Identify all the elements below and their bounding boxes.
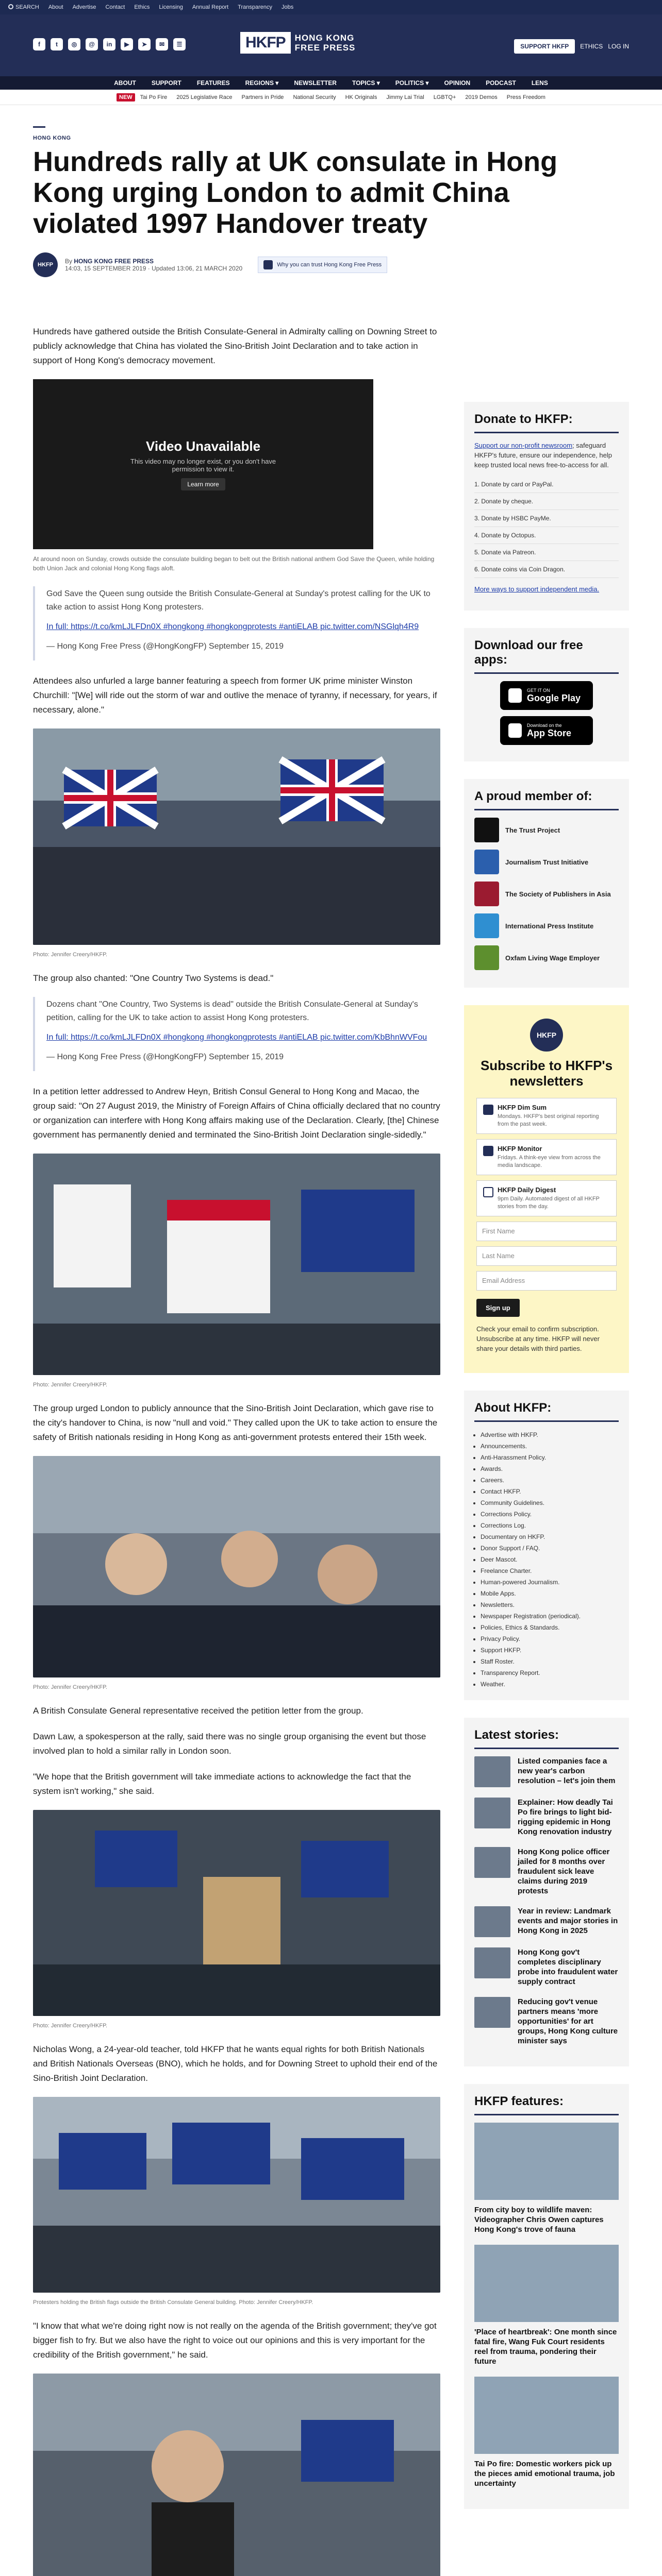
donate-option[interactable]: 6. Donate coins via Coin Dragon. (474, 561, 619, 578)
membership-widget (464, 779, 629, 988)
last-name-input[interactable]: Last Name (476, 1246, 617, 1266)
newsletter-title: Subscribe to HKFP's newsletters (480, 1058, 613, 1089)
youtube-icon[interactable]: ▶ (121, 38, 133, 50)
story-item[interactable]: Explainer: How deadly Tai Po fire brings to light bid-rigging epidemic in Hong Kong renovation industry (474, 1798, 619, 1837)
nav-item[interactable]: SUPPORT (151, 79, 181, 87)
sopa-icon (474, 882, 499, 906)
nav-item[interactable]: NEWSLETTER (294, 79, 337, 87)
search-link[interactable]: SEARCH (8, 4, 39, 10)
widget-title: A proud member of: (474, 789, 619, 810)
topbar-link[interactable]: Jobs (282, 4, 294, 10)
topbar-link[interactable]: Advertise (72, 4, 96, 10)
protest-photo (33, 728, 440, 945)
feature-item[interactable]: 'Place of heartbreak': One month since fatal fire, Wang Fuk Court residents reel from trauma, pondering their future (474, 2245, 619, 2366)
divider (33, 126, 45, 128)
trust-link[interactable]: Why you can trust Hong Kong Free Press (258, 257, 387, 273)
story-thumbnail (474, 1756, 510, 1787)
login-link[interactable]: LOG IN (608, 43, 629, 50)
trending-nav (0, 90, 662, 105)
nav-item[interactable]: POLITICS ▾ (395, 79, 429, 87)
article-body (33, 325, 440, 2576)
trust-project-icon (474, 818, 499, 842)
linkedin-icon[interactable]: in (103, 38, 115, 50)
widget-title: Download our free apps: (474, 638, 619, 674)
widget-title: Latest stories: (474, 1728, 619, 1749)
trending-link[interactable]: Partners in Pride (241, 94, 284, 100)
email-input[interactable]: Email Address (476, 1271, 617, 1291)
paragraph: Dawn Law, a spokesperson at the rally, said there was no single group organising the event but those involved plan to hold a similar rally in London soon. (33, 1732, 426, 1756)
protest-photo (33, 1456, 440, 1677)
header-actions (514, 39, 629, 54)
newsletter-checkbox[interactable]: HKFP Dim Sum Mondays. HKFP's best original reporting from the past week. (476, 1098, 617, 1134)
sidebar (464, 402, 629, 2527)
about-link[interactable]: • Deer Mascot. (481, 1554, 619, 1565)
support-button[interactable]: SUPPORT HKFP (514, 39, 575, 54)
topbar-link[interactable]: About (48, 4, 63, 10)
telegram-icon[interactable]: ➤ (138, 38, 151, 50)
article-title: Hundreds rally at UK consulate in Hong Kong urging London to admit China violated 1997 Handover treaty (33, 146, 558, 239)
story-thumbnail (474, 1997, 510, 2028)
app-store-button[interactable]: Download on the App Store (500, 716, 593, 745)
newsletter-checkbox[interactable]: HKFP Daily Digest 9pm Daily. Automated digest of all HKFP stories from the day. (476, 1180, 617, 1216)
author-avatar: HKFP (33, 252, 58, 277)
signup-button[interactable]: Sign up (476, 1299, 520, 1317)
caption: Protesters holding the British flags outside the British Consulate General building. Photo: Jennifer Creery/HKFP. (33, 2299, 313, 2306)
donate-link[interactable]: Support our non-profit newsroom (474, 442, 573, 449)
story-item[interactable]: Hong Kong gov't completes disciplinary probe into fraudulent water supply contract (474, 1947, 619, 1987)
about-link[interactable]: • Newspaper Registration (periodical). (481, 1611, 619, 1622)
about-link[interactable]: • Advertise with HKFP. (481, 1429, 619, 1440)
apps-widget (464, 628, 629, 761)
about-link[interactable]: • Awards. (481, 1463, 619, 1475)
donate-widget (464, 402, 629, 611)
about-link[interactable]: • Weather. (481, 1679, 619, 1690)
logo-text: HONG KONG FREE PRESS (294, 33, 356, 53)
newsletter-checkbox[interactable]: HKFP Monitor Fridays. A think-eye view from across the media landscape. (476, 1139, 617, 1175)
paragraph: A British Consulate General representative received the petition letter from the group. (33, 1706, 363, 1716)
feature-image (474, 2123, 619, 2200)
about-link[interactable]: • Announcements. (481, 1440, 619, 1452)
about-widget (464, 1391, 629, 1700)
more-ways-link[interactable]: More ways to support independent media. (474, 585, 600, 593)
story-thumbnail (474, 1798, 510, 1828)
nav-item[interactable]: PODCAST (486, 79, 516, 87)
donate-option[interactable]: 3. Donate by HSBC PayMe. (474, 510, 619, 527)
donate-option[interactable]: 1. Donate by card or PayPal. (474, 476, 619, 493)
trust-icon (263, 260, 273, 269)
nav-item[interactable]: REGIONS ▾ (245, 79, 279, 87)
top-utility-bar (0, 0, 662, 14)
facebook-icon[interactable]: f (33, 38, 45, 50)
paragraph: The group urged London to publicly announce that the Sino-British Joint Declaration, which gave rise to the city's handover to China, is now "null and void." They called upon the UK to take action to ensure the safety of British nationals residing in Hong Kong as anti-government protests entered their 15th week. (33, 1403, 438, 1442)
nav-item[interactable]: FEATURES (196, 79, 230, 87)
topbar-link[interactable]: Licensing (159, 4, 183, 10)
latest-stories-widget (464, 1718, 629, 2066)
about-link[interactable]: • Privacy Policy. (481, 1633, 619, 1645)
caption: Photo: Jennifer Creery/HKFP. (33, 952, 108, 958)
about-link[interactable]: • Donor Support / FAQ. (481, 1543, 619, 1554)
social-links (33, 38, 186, 50)
about-link[interactable]: • Policies, Ethics & Standards. (481, 1622, 619, 1633)
trending-link[interactable]: LGBTQ+ (433, 94, 456, 100)
learn-more-button[interactable]: Learn more (181, 478, 225, 490)
ipi-icon (474, 913, 499, 938)
story-thumbnail (474, 1906, 510, 1937)
hkfp-badge: HKFP (530, 1019, 563, 1052)
topbar-link[interactable]: Ethics (134, 4, 150, 10)
trending-link[interactable]: Jimmy Lai Trial (386, 94, 424, 100)
logo-mark: HKFP (240, 32, 291, 54)
tweet-text: God Save the Queen sung outside the British Consulate-General at Sunday's protest calling for the UK to take action to assist Hong Kong protesters. (46, 589, 431, 612)
member-logo[interactable]: International Press Institute (474, 913, 619, 938)
story-item[interactable]: Year in review: Landmark events and major stories in Hong Kong in 2025 (474, 1906, 619, 1937)
oxfam-icon (474, 945, 499, 970)
donate-option[interactable]: 5. Donate via Patreon. (474, 544, 619, 561)
email-icon[interactable]: ✉ (156, 38, 168, 50)
category-link[interactable]: HONG KONG (33, 135, 71, 141)
publish-dates: 14:03, 15 SEPTEMBER 2019 · Updated 13:06, 21 MARCH 2020 (65, 265, 243, 272)
protest-photo (33, 2097, 440, 2293)
author-info: By HONG KONG FREE PRESS 14:03, 15 SEPTEMBER 2019 · Updated 13:06, 21 MARCH 2020 (65, 258, 243, 272)
tweet-link[interactable]: In full: https://t.co/kmLJLFDn0X #hongkong #hongkongprotests #antiELAB pic.twitter.com/KbBhnWVFou (46, 1033, 427, 1042)
trending-link[interactable]: National Security (293, 94, 336, 100)
member-logo[interactable]: The Society of Publishers in Asia (474, 882, 619, 906)
video-message: This video may no longer exist, or you don't have permission to view it. (130, 457, 276, 473)
paragraph: Nicholas Wong, a 24-year-old teacher, told HKFP that he wants equal rights for both British Nationals and British Nationals Overseas (BNO), which he holds, and for Downing Street to uphold their end of the Sino-British Joint Declaration. (33, 2044, 438, 2083)
site-logo[interactable] (240, 32, 355, 54)
about-link[interactable]: • Corrections Policy. (481, 1509, 619, 1520)
about-link[interactable]: • Staff Roster. (481, 1656, 619, 1667)
trending-link[interactable]: Tai Po Fire (140, 94, 168, 100)
article-header (33, 126, 629, 277)
nav-item[interactable]: TOPICS ▾ (352, 79, 380, 87)
topbar-link[interactable]: Annual Report (192, 4, 229, 10)
about-link[interactable]: • Corrections Log. (481, 1520, 619, 1531)
newsletter-widget (464, 1005, 629, 1373)
nav-item[interactable]: OPINION (444, 79, 471, 87)
trending-link[interactable]: 2019 Demos (465, 94, 498, 100)
about-link[interactable]: • Newsletters. (481, 1599, 619, 1611)
topbar-link[interactable]: Transparency (238, 4, 272, 10)
story-item[interactable]: Hong Kong police officer jailed for 8 months over fraudulent sick leave claims during 2019 protests (474, 1847, 619, 1896)
nav-item[interactable]: LENS (531, 79, 548, 87)
new-badge: NEW (117, 93, 135, 101)
widget-title: Donate to HKFP: (474, 412, 619, 433)
paragraph: Attendees also unfurled a large banner featuring a speech from former UK prime minister Winston Churchill: "[We] will ride out the storm of war and outlive the menace of tyranny, if necessary, for years, if necessary, alone." (33, 676, 437, 715)
tweet-author[interactable]: — Hong Kong Free Press (@HongKongFP) September 15, 2019 (46, 1053, 284, 1061)
story-thumbnail (474, 1847, 510, 1878)
story-item[interactable]: Listed companies face a new year's carbon resolution – let's join them (474, 1756, 619, 1787)
rss-icon[interactable]: ☰ (173, 38, 186, 50)
widget-title: HKFP features: (474, 2094, 619, 2115)
byline (33, 252, 629, 277)
widget-title: About HKFP: (474, 1401, 619, 1422)
donate-text: Support our non-profit newsroom; safeguard HKFP's future, ensure our independence, help keep trusted local news free-to-access for all. (474, 442, 612, 469)
jti-icon (474, 850, 499, 874)
trending-link[interactable]: 2025 Legislative Race (176, 94, 233, 100)
embedded-tweet (33, 997, 440, 1071)
tweet-author[interactable]: — Hong Kong Free Press (@HongKongFP) September 15, 2019 (46, 642, 284, 651)
paragraph: Hundreds have gathered outside the British Consulate-General in Admiralty calling on Downing Street to publicly acknowledge that China has violated the Sino-British Joint Declaration and to take action in support of Hong Kong's democracy movement. (33, 327, 437, 365)
donate-option[interactable]: 4. Donate by Octopus. (474, 527, 619, 544)
feature-item[interactable]: Tai Po fire: Domestic workers pick up the pieces amid emotional trauma, job uncertainty (474, 2377, 619, 2488)
ethics-link[interactable]: ETHICS (580, 43, 603, 50)
about-link[interactable]: • Transparency Report. (481, 1667, 619, 1679)
paragraph: In a petition letter addressed to Andrew Heyn, British Consul General to Hong Kong and Macao, the group said: "On 27 August 2019, the Ministry of Foreign Affairs of China officially declared that no country or organization can interfere with Hong Kong affairs making use of the Declaration. Clearly, [the] Chinese government has permanently denied and terminated the Sino-British Joint Declaration single-sidedly." (33, 1087, 440, 1140)
tweet-link[interactable]: In full: https://t.co/kmLJLFDn0X #hongkong #hongkongprotests #antiELAB pic.twitter.com/NSGlqh4R9 (46, 622, 419, 631)
about-link[interactable]: • Human-powered Journalism. (481, 1577, 619, 1588)
site-header (0, 14, 662, 76)
topbar-link[interactable]: Contact (105, 4, 125, 10)
member-logo[interactable]: Oxfam Living Wage Employer (474, 945, 619, 970)
member-logo[interactable]: Journalism Trust Initiative (474, 850, 619, 874)
author-link[interactable]: HONG KONG FREE PRESS (74, 258, 154, 265)
protest-photo (33, 1154, 440, 1375)
trending-link[interactable]: Press Freedom (506, 94, 545, 100)
caption: Photo: Jennifer Creery/HKFP. (33, 1382, 108, 1388)
main-nav (0, 76, 662, 90)
about-link[interactable]: • Careers. (481, 1475, 619, 1486)
threads-icon[interactable]: @ (86, 38, 98, 50)
story-item[interactable]: Reducing gov't venue partners means 'more opportunities' for art groups, Hong Kong culture minister says (474, 1997, 619, 2046)
twitter-icon[interactable]: t (51, 38, 63, 50)
newsletter-note: Check your email to confirm subscription. Unsubscribe at any time. HKFP will never share your details with third parties. (476, 1325, 600, 1352)
search-icon (8, 4, 13, 9)
feature-image (474, 2245, 619, 2322)
about-link[interactable]: • Documentary on HKFP. (481, 1531, 619, 1543)
features-widget (464, 2084, 629, 2509)
paragraph: The group also chanted: "One Country Two Systems is dead." (33, 973, 274, 983)
about-link[interactable]: • Support HKFP. (481, 1645, 619, 1656)
about-list (474, 1429, 619, 1690)
story-thumbnail (474, 1947, 510, 1978)
embedded-tweet (33, 586, 440, 660)
feature-image (474, 2377, 619, 2454)
portrait-photo (33, 2374, 440, 2576)
caption: Photo: Jennifer Creery/HKFP. (33, 2023, 108, 2029)
about-link[interactable]: • Mobile Apps. (481, 1588, 619, 1599)
paragraph: "I know that what we're doing right now is not really on the agenda of the British government; they've got bigger fish to fry. But we also have the right to voice out our opinions and this is very important for the credibility of the British government," he said. (33, 2321, 437, 2360)
nav-item[interactable]: ABOUT (114, 79, 136, 87)
protest-photo (33, 1810, 440, 2016)
tweet-text: Dozens chant "One Country, Two Systems is dead" outside the British Consulate-General at Sunday's petition, calling for the UK to take action to assist Hong Kong protesters. (46, 1000, 418, 1022)
feature-item[interactable]: From city boy to wildlife maven: Videographer Chris Owen captures Hong Kong's trove of fauna (474, 2123, 619, 2234)
about-link[interactable]: • Contact HKFP. (481, 1486, 619, 1497)
about-link[interactable]: • Community Guidelines. (481, 1497, 619, 1509)
caption: At around noon on Sunday, crowds outside the consulate building began to belt out the British national anthem God Save the Queen, while holding both Union Jack and colonial Hong Kong flags aloft. (33, 555, 435, 572)
first-name-input[interactable]: First Name (476, 1222, 617, 1241)
instagram-icon[interactable]: ◎ (68, 38, 80, 50)
google-play-button[interactable]: GET IT ON Google Play (500, 681, 593, 710)
trending-link[interactable]: HK Originals (345, 94, 377, 100)
video-title: Video Unavailable (145, 438, 261, 454)
caption: Photo: Jennifer Creery/HKFP. (33, 1684, 108, 1690)
about-link[interactable]: • Freelance Charter. (481, 1565, 619, 1577)
donate-option[interactable]: 2. Donate by cheque. (474, 493, 619, 510)
about-link[interactable]: • Anti-Harassment Policy. (481, 1452, 619, 1463)
paragraph: "We hope that the British government will take immediate actions to acknowledge the fact that the system isn't working," she said. (33, 1772, 411, 1796)
member-logo[interactable]: The Trust Project (474, 818, 619, 842)
video-embed[interactable] (33, 379, 373, 549)
